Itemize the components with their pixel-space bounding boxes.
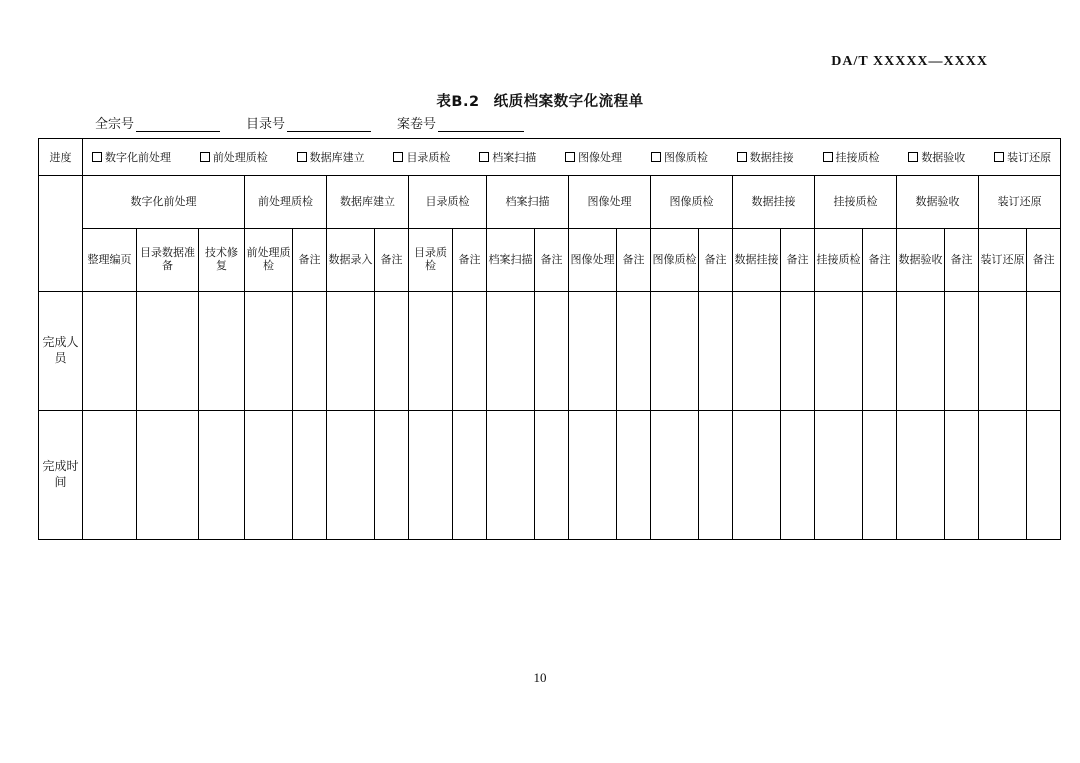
table-cell[interactable] — [487, 411, 535, 540]
substage-label: 备注 — [298, 252, 321, 266]
substage-image-quality — [651, 229, 699, 292]
table-cell[interactable] — [293, 411, 327, 540]
substage-arrange-paging — [83, 229, 137, 292]
table-cell[interactable] — [137, 411, 199, 540]
corner-cell — [39, 176, 83, 292]
substage-label: 备注 — [380, 252, 403, 266]
table-cell[interactable] — [617, 292, 651, 411]
substage-label: 数据录入 — [328, 252, 373, 266]
checkbox-icon[interactable] — [92, 152, 102, 162]
stage-link-quality: 挂接质检 — [815, 176, 897, 229]
field-catalog-number — [246, 113, 371, 132]
substage-catalog-data-prep — [137, 229, 199, 292]
checkbox-pre-quality[interactable] — [199, 149, 269, 165]
checkbox-binding-restore[interactable] — [993, 149, 1052, 165]
field-label: 全宗号 — [95, 117, 135, 132]
table-cell[interactable] — [897, 411, 945, 540]
substage-header-row — [39, 229, 1061, 292]
substage-data-entry-remark — [375, 229, 409, 292]
substage-label: 图像质检 — [652, 252, 697, 266]
substage-label: 装订还原 — [980, 252, 1025, 266]
table-cell[interactable] — [327, 292, 375, 411]
substage-archive-scan — [487, 229, 535, 292]
checkbox-label: 装订还原 — [1007, 151, 1052, 164]
table-cell[interactable] — [733, 411, 781, 540]
substage-label: 目录数据准备 — [140, 246, 195, 272]
substage-technical-repair — [199, 229, 245, 292]
table-cell[interactable] — [815, 292, 863, 411]
stage-data-link: 数据挂接 — [733, 176, 815, 229]
substage-data-acceptance — [897, 229, 945, 292]
substage-image-process-remark — [617, 229, 651, 292]
standard-code: DA/T XXXXX—XXXX — [831, 54, 988, 69]
checkbox-label: 目录质检 — [406, 151, 451, 164]
checkbox-icon[interactable] — [994, 152, 1004, 162]
table-cell[interactable] — [569, 292, 617, 411]
table-cell[interactable] — [651, 292, 699, 411]
checkbox-image-quality[interactable] — [650, 149, 709, 165]
checkbox-icon[interactable] — [200, 152, 210, 162]
table-row — [39, 411, 1061, 540]
checkbox-icon[interactable] — [393, 152, 403, 162]
table-cell[interactable] — [535, 292, 569, 411]
field-label: 目录号 — [246, 117, 286, 132]
checkbox-image-process[interactable] — [564, 149, 623, 165]
table-number: 表B.2 — [436, 94, 480, 110]
checkbox-icon[interactable] — [651, 152, 661, 162]
page-title — [0, 90, 1080, 111]
substage-archive-scan-remark — [535, 229, 569, 292]
checkbox-link-quality[interactable] — [822, 149, 881, 165]
checkbox-icon[interactable] — [479, 152, 489, 162]
substage-catalog-quality — [409, 229, 453, 292]
checkbox-label: 数据验收 — [921, 151, 966, 164]
table-cell[interactable] — [83, 292, 137, 411]
table-cell[interactable] — [617, 411, 651, 540]
checkbox-icon[interactable] — [565, 152, 575, 162]
stage-image-quality: 图像质检 — [651, 176, 733, 229]
table-cell[interactable] — [1027, 411, 1061, 540]
checkbox-label: 挂接质检 — [835, 151, 880, 164]
checkbox-label: 数据挂接 — [749, 151, 794, 164]
checkbox-icon[interactable] — [908, 152, 918, 162]
substage-data-link — [733, 229, 781, 292]
table-cell[interactable] — [375, 411, 409, 540]
table-cell[interactable] — [945, 292, 979, 411]
table-cell[interactable] — [863, 411, 897, 540]
substage-link-quality-remark — [863, 229, 897, 292]
checkbox-label: 数字化前处理 — [105, 151, 171, 164]
substage-label: 目录质检 — [414, 246, 447, 272]
substage-binding-restore — [979, 229, 1027, 292]
table-cell[interactable] — [453, 292, 487, 411]
table-cell[interactable] — [815, 411, 863, 540]
field-fonds-number — [95, 113, 220, 132]
field-input-line[interactable] — [287, 118, 371, 132]
table-cell[interactable] — [699, 292, 733, 411]
substage-label: 备注 — [704, 252, 727, 266]
table-cell[interactable] — [83, 411, 137, 540]
checkbox-label: 图像质检 — [663, 151, 708, 164]
stage-pre-digitization: 数字化前处理 — [83, 176, 245, 229]
stage-data-acceptance: 数据验收 — [897, 176, 979, 229]
table-cell[interactable] — [569, 411, 617, 540]
row-label-completed-staff: 完成人员 — [39, 292, 83, 411]
checkbox-icon[interactable] — [737, 152, 747, 162]
stage-catalog-quality: 目录质检 — [409, 176, 487, 229]
substage-label: 数据挂接 — [734, 252, 779, 266]
field-input-line[interactable] — [438, 118, 524, 132]
table-cell[interactable] — [199, 411, 245, 540]
form-fields — [95, 113, 595, 132]
checkbox-label: 档案扫描 — [492, 151, 537, 164]
progress-checkbox-cell — [83, 139, 1061, 176]
substage-label: 备注 — [1032, 252, 1055, 266]
substage-data-link-remark — [781, 229, 815, 292]
table-cell[interactable] — [733, 292, 781, 411]
checkbox-icon[interactable] — [297, 152, 307, 162]
substage-label: 技术修复 — [205, 246, 238, 272]
stage-archive-scan: 档案扫描 — [487, 176, 569, 229]
stage-database-build: 数据库建立 — [327, 176, 409, 229]
stage-image-process: 图像处理 — [569, 176, 651, 229]
table-cell[interactable] — [137, 292, 199, 411]
substage-label: 数据验收 — [898, 252, 943, 266]
substage-catalog-quality-remark — [453, 229, 487, 292]
stage-header-row — [39, 176, 1061, 229]
row-label-completed-time: 完成时间 — [39, 411, 83, 540]
table-cell[interactable] — [979, 411, 1027, 540]
substage-label: 备注 — [540, 252, 563, 266]
checkbox-icon[interactable] — [823, 152, 833, 162]
table-cell[interactable] — [535, 411, 569, 540]
table-cell[interactable] — [699, 411, 733, 540]
progress-checkbox-row — [39, 139, 1061, 176]
checkbox-label: 图像处理 — [578, 151, 623, 164]
substage-data-entry — [327, 229, 375, 292]
substage-label: 备注 — [786, 252, 809, 266]
checkbox-data-link[interactable] — [736, 149, 795, 165]
flow-table — [38, 138, 1061, 540]
table-row — [39, 292, 1061, 411]
field-input-line[interactable] — [136, 118, 220, 132]
substage-label: 备注 — [622, 252, 645, 266]
substage-image-quality-remark — [699, 229, 733, 292]
substage-link-quality — [815, 229, 863, 292]
table-cell[interactable] — [245, 292, 293, 411]
table-cell[interactable] — [979, 292, 1027, 411]
table-cell[interactable] — [293, 292, 327, 411]
stage-pre-quality: 前处理质检 — [245, 176, 327, 229]
table-cell[interactable] — [487, 292, 535, 411]
table-cell[interactable] — [945, 411, 979, 540]
field-file-number — [397, 113, 524, 132]
substage-label: 挂接质检 — [816, 252, 861, 266]
checkbox-catalog-quality[interactable] — [392, 149, 451, 165]
field-label: 案卷号 — [397, 117, 437, 132]
table-cell[interactable] — [863, 292, 897, 411]
substage-label: 备注 — [868, 252, 891, 266]
checkbox-label: 前处理质检 — [212, 151, 268, 164]
substage-pre-quality — [245, 229, 293, 292]
substage-label: 备注 — [458, 252, 481, 266]
checkbox-data-acceptance[interactable] — [907, 149, 966, 165]
table-cell[interactable] — [409, 411, 453, 540]
table-cell[interactable] — [651, 411, 699, 540]
table-cell[interactable] — [897, 292, 945, 411]
substage-image-process — [569, 229, 617, 292]
table-cell[interactable] — [453, 411, 487, 540]
substage-label: 档案扫描 — [488, 252, 533, 266]
table-cell[interactable] — [409, 292, 453, 411]
substage-data-acceptance-remark — [945, 229, 979, 292]
table-cell[interactable] — [1027, 292, 1061, 411]
table-cell[interactable] — [245, 411, 293, 540]
checkbox-pre-digitization[interactable] — [91, 149, 172, 165]
table-cell[interactable] — [199, 292, 245, 411]
table-cell[interactable] — [781, 411, 815, 540]
substage-pre-quality-remark — [293, 229, 327, 292]
stage-binding-restore: 装订还原 — [979, 176, 1061, 229]
checkbox-label: 数据库建立 — [309, 151, 365, 164]
substage-label: 前处理质检 — [246, 246, 291, 272]
page-number: 10 — [533, 670, 547, 685]
substage-label: 备注 — [950, 252, 973, 266]
table-title-text: 纸质档案数字化流程单 — [493, 94, 644, 110]
checkbox-archive-scan[interactable] — [478, 149, 537, 165]
table-cell[interactable] — [375, 292, 409, 411]
substage-binding-restore-remark — [1027, 229, 1061, 292]
substage-label: 整理编页 — [87, 252, 132, 266]
progress-label: 进度 — [39, 139, 83, 176]
table-cell[interactable] — [327, 411, 375, 540]
table-cell[interactable] — [781, 292, 815, 411]
checkbox-database-build[interactable] — [296, 149, 366, 165]
substage-label: 图像处理 — [570, 252, 615, 266]
